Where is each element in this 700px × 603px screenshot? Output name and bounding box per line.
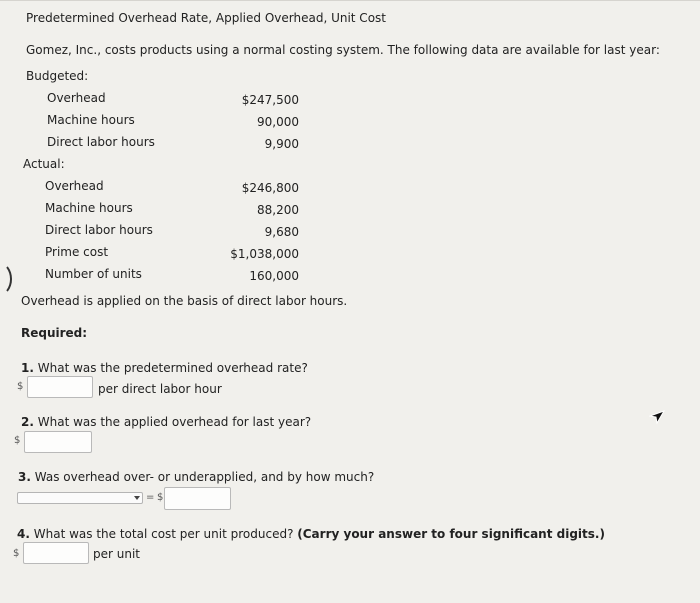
actual-overhead-label: Overhead <box>45 179 104 193</box>
question-4-number: 4. <box>17 527 30 541</box>
question-1-text: What was the predetermined overhead rate? <box>37 361 308 375</box>
q4-suffix: per unit <box>93 547 140 561</box>
q1-dollar-sign: $ <box>17 381 24 392</box>
q4-unit-cost-input[interactable] <box>23 542 89 564</box>
question-2 <box>21 415 311 429</box>
q1-rate-input[interactable] <box>27 376 93 398</box>
budgeted-machine-hours-value: 90,000 <box>257 115 299 129</box>
partial-circle-decoration <box>0 262 12 296</box>
actual-machine-hours-label: Machine hours <box>45 201 133 215</box>
question-1 <box>21 361 308 375</box>
q3-over-under-select[interactable] <box>17 492 143 504</box>
chevron-down-icon[interactable] <box>134 496 140 500</box>
question-1-number: 1. <box>21 361 34 375</box>
required-heading: Required: <box>21 326 88 340</box>
q3-dollar-sign: $ <box>157 492 164 503</box>
top-divider <box>0 0 700 1</box>
q4-dollar-sign: $ <box>13 548 20 559</box>
question-3 <box>18 470 374 484</box>
q1-suffix: per direct labor hour <box>98 382 222 396</box>
budgeted-dlh-label: Direct labor hours <box>47 135 155 149</box>
budgeted-overhead-label: Overhead <box>47 91 106 105</box>
actual-prime-cost-value: $1,038,000 <box>230 247 299 261</box>
question-2-number: 2. <box>21 415 34 429</box>
question-4 <box>17 527 605 541</box>
actual-machine-hours-value: 88,200 <box>257 203 299 217</box>
mouse-cursor-icon <box>649 410 665 424</box>
actual-prime-cost-label: Prime cost <box>45 245 109 259</box>
actual-dlh-label: Direct labor hours <box>45 223 153 237</box>
intro-text: Gomez, Inc., costs products using a normal costing system. The following data are available for last year: <box>26 43 660 57</box>
actual-units-label: Number of units <box>45 267 142 281</box>
budgeted-machine-hours-label: Machine hours <box>47 113 135 127</box>
actual-heading: Actual: <box>23 157 65 171</box>
q3-amount-input[interactable] <box>164 487 231 510</box>
actual-units-value: 160,000 <box>249 269 299 283</box>
question-3-text: Was overhead over- or underapplied, and by how much? <box>34 470 375 484</box>
q2-applied-overhead-input[interactable] <box>24 431 92 453</box>
question-4-text: What was the total cost per unit produced? <box>33 527 294 541</box>
q3-equals-sign: = <box>146 492 155 503</box>
budgeted-heading: Budgeted: <box>26 69 89 83</box>
basis-note: Overhead is applied on the basis of direct labor hours. <box>21 294 348 308</box>
q2-dollar-sign: $ <box>14 435 21 446</box>
page-title: Predetermined Overhead Rate, Applied Overhead, Unit Cost <box>26 11 386 25</box>
actual-overhead-value: $246,800 <box>241 181 299 195</box>
question-4-note: (Carry your answer to four significant digits.) <box>297 527 605 541</box>
actual-dlh-value: 9,680 <box>264 225 299 239</box>
budgeted-overhead-value: $247,500 <box>241 93 299 107</box>
question-3-number: 3. <box>18 470 31 484</box>
budgeted-dlh-value: 9,900 <box>264 137 299 151</box>
question-2-text: What was the applied overhead for last year? <box>37 415 312 429</box>
